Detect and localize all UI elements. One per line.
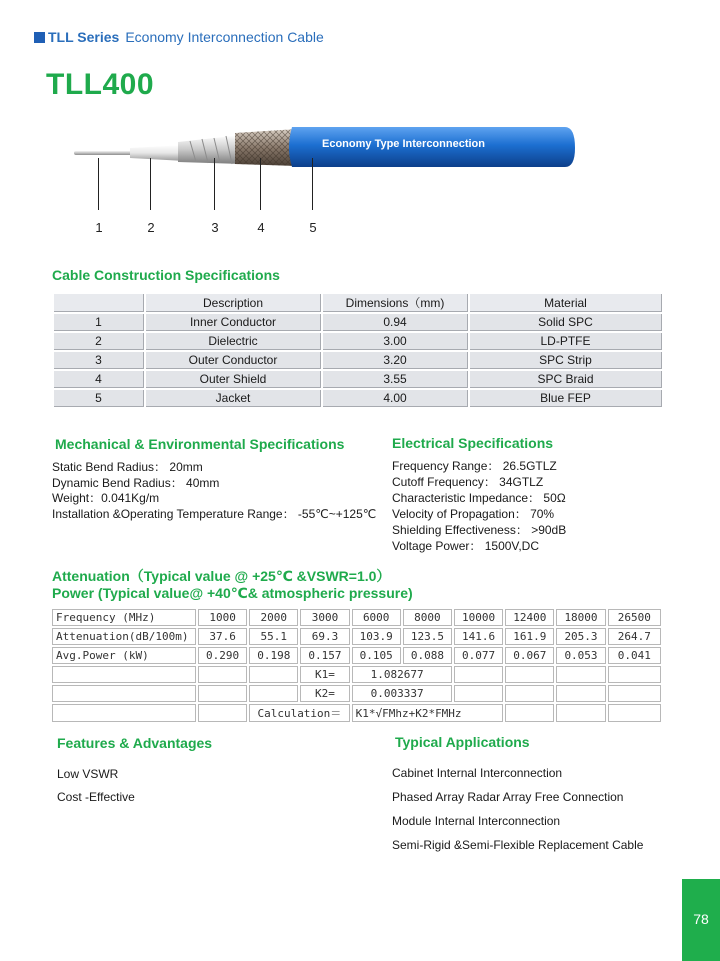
k2-label: K2= [300,685,349,702]
frequency-cell: 2000 [249,609,298,626]
table-cell: Inner Conductor [146,314,321,331]
table-cell: 2 [54,333,144,350]
k1-value: 1.082677 [352,666,452,683]
table-row [54,352,662,369]
frequency-cell: 10000 [454,609,503,626]
empty-cell [505,685,554,702]
empty-cell [556,666,605,683]
empty-cell [52,685,196,702]
empty-cell [556,685,605,702]
row-label: Frequency (MHz) [52,609,196,626]
power-cell: 0.067 [505,647,554,664]
callout-group [0,150,720,250]
table-cell: SPC Braid [470,371,662,388]
callout-number-4: 4 [257,220,265,235]
table-cell: Outer Conductor [146,352,321,369]
page-number-tab [682,879,720,961]
series-description: Economy Interconnection Cable [125,29,324,45]
k1-label: K1= [300,666,349,683]
electrical-spec-line: Characteristic Impedance： 50Ω [392,491,566,505]
frequency-cell: 8000 [403,609,452,626]
mechanical-spec-line: Dynamic Bend Radius： 40mm [52,476,220,490]
empty-cell [249,685,298,702]
column-header: Material [470,294,662,312]
table-row [54,371,662,388]
mechanical-spec-line: Static Bend Radius： 20mm [52,460,203,474]
table-cell: 4 [54,371,144,388]
callout-number-2: 2 [147,220,155,235]
empty-cell [556,704,605,722]
attenuation-cell: 123.5 [403,628,452,645]
table-cell: 0.94 [323,314,468,331]
series-square-icon [34,32,45,43]
frequency-cell: 18000 [556,609,605,626]
table-cell: 1 [54,314,144,331]
empty-cell [454,685,503,702]
callout-number-1: 1 [95,220,103,235]
table-cell: Outer Shield [146,371,321,388]
applications-heading: Typical Applications [395,734,530,750]
frequency-cell: 1000 [198,609,247,626]
column-header [54,294,144,312]
mechanical-spec-line: Weight：0.041Kg/m [52,491,160,505]
electrical-spec-line: Frequency Range： 26.5GTLZ [392,459,557,473]
frequency-cell: 26500 [608,609,661,626]
table-cell: LD-PTFE [470,333,662,350]
empty-cell [505,666,554,683]
power-cell: 0.290 [198,647,247,664]
power-cell: 0.077 [454,647,503,664]
page-number: 78 [693,911,709,927]
empty-cell [198,666,247,683]
table-cell: Solid SPC [470,314,662,331]
empty-cell [52,704,196,722]
table-row [54,390,662,407]
empty-cell [608,685,661,702]
calculation-row [52,704,661,722]
power-cell: 0.053 [556,647,605,664]
k1-row [52,666,661,683]
mechanical-spec-line: Installation &Operating Temperature Range： -55℃~+125℃ [52,507,377,521]
application-item: Phased Array Radar Array Free Connection [392,790,624,804]
attenuation-cell: 161.9 [505,628,554,645]
application-item: Module Internal Interconnection [392,814,561,828]
attenuation-cell: 141.6 [454,628,503,645]
row-label: Attenuation(dB/100m) [52,628,196,645]
electrical-spec-line: Velocity of Propagation： 70% [392,507,555,521]
construction-table [52,292,664,409]
attenuation-cell: 37.6 [198,628,247,645]
table-cell: 3.20 [323,352,468,369]
power-cell: 0.198 [249,647,298,664]
table-cell: Jacket [146,390,321,407]
attenuation-cell: 205.3 [556,628,605,645]
empty-cell [608,704,661,722]
frequency-cell: 3000 [300,609,349,626]
power-cell: 0.105 [352,647,401,664]
attenuation-heading: Attenuation（Typical value @ +25℃ &VSWR=1.0） [52,568,391,584]
table-row [54,333,662,350]
table-cell: SPC Strip [470,352,662,369]
callout-line-1 [98,158,99,210]
attenuation-cell: 55.1 [249,628,298,645]
table-header-row [54,294,662,312]
feature-item: Low VSWR [57,767,119,781]
table-cell: 5 [54,390,144,407]
power-cell: 0.088 [403,647,452,664]
power-cell: 0.157 [300,647,349,664]
k2-value: 0.003337 [352,685,452,702]
table-row [54,314,662,331]
electrical-spec-line: Voltage Power： 1500V,DC [392,539,539,553]
calculation-formula: K1*√FMhz+K2*FMHz [352,704,504,722]
callout-line-3 [214,158,215,210]
electrical-spec-line: Cutoff Frequency： 34GTLZ [392,475,544,489]
application-item: Cabinet Internal Interconnection [392,766,563,780]
calculation-label: Calculation＝ [249,704,349,722]
electrical-spec-line: Shielding Effectiveness： >90dB [392,523,567,537]
callout-number-5: 5 [309,220,317,235]
k2-row [52,685,661,702]
application-item: Semi-Rigid &Semi-Flexible Replacement Cable [392,838,644,852]
feature-item: Cost -Effective [57,790,135,804]
empty-cell [454,666,503,683]
column-header: Dimensions（mm) [323,294,468,312]
table-cell: Blue FEP [470,390,662,407]
empty-cell [198,685,247,702]
power-cell: 0.041 [608,647,661,664]
empty-cell [52,666,196,683]
frequency-row [52,609,661,626]
callout-line-4 [260,158,261,210]
attenuation-cell: 103.9 [352,628,401,645]
frequency-cell: 12400 [505,609,554,626]
empty-cell [505,704,554,722]
power-heading: Power (Typical value@ +40℃& atmospheric pressure) [52,585,413,601]
column-header: Description [146,294,321,312]
callout-line-2 [150,158,151,210]
table-cell: 3.55 [323,371,468,388]
callout-line-5 [312,158,313,210]
construction-heading: Cable Construction Specifications [52,267,280,283]
series-header [34,29,324,45]
jacket-label: Economy Type Interconnection [322,138,485,150]
frequency-cell: 6000 [352,609,401,626]
power-row [52,647,661,664]
table-cell: 4.00 [323,390,468,407]
table-cell: 3 [54,352,144,369]
table-cell: 3.00 [323,333,468,350]
mechanical-heading: Mechanical & Environmental Specifications [55,436,345,452]
row-label: Avg.Power (kW) [52,647,196,664]
electrical-heading: Electrical Specifications [392,435,554,451]
attenuation-cell: 264.7 [608,628,661,645]
empty-cell [608,666,661,683]
empty-cell [198,704,247,722]
attenuation-table [50,607,663,724]
empty-cell [249,666,298,683]
attenuation-row [52,628,661,645]
attenuation-cell: 69.3 [300,628,349,645]
series-name: TLL Series [48,29,120,45]
product-title: TLL400 [46,68,155,101]
callout-number-3: 3 [211,220,219,235]
features-heading: Features & Advantages [57,735,213,751]
table-cell: Dielectric [146,333,321,350]
